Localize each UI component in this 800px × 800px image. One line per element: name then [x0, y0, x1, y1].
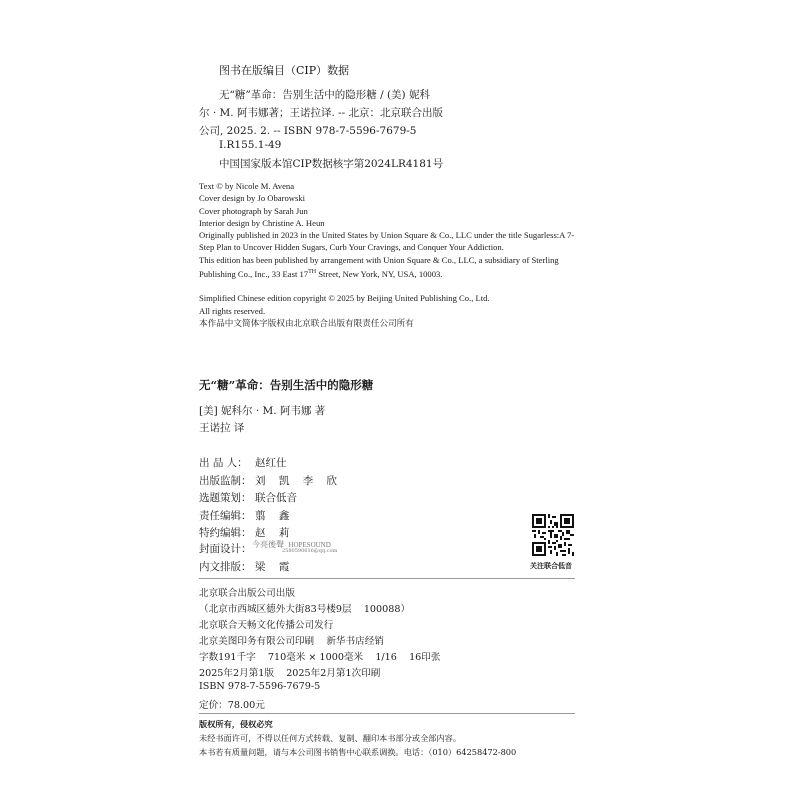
publisher: 北京联合出版公司出版: [199, 588, 295, 599]
translator-credit: 王诺拉 译: [199, 422, 245, 434]
edition-info: 2025年2月第1版 2025年2月第1次印刷: [199, 668, 381, 679]
interior-design-credit: Interior design by Christine A. Heun: [199, 217, 325, 228]
cip-line-4: Ⅰ.R155.1-49: [219, 139, 282, 151]
qr-caption: 关注联合低音: [530, 561, 572, 570]
copyright-warning: 版权所有，侵权必究: [199, 719, 273, 729]
reproduction-notice: 未经书面许可，不得以任何方式转载、复制、翻印本书部分或全部内容。: [199, 733, 462, 743]
arrangement-note: This edition has been published by arrangement with Union Square & Co., LLC, a subsidiary of Sterling Publishing Co., Inc., 33 East 17TH Street, New York, NY, USA, 10003.: [199, 254, 559, 279]
divider: [199, 578, 575, 579]
book-title: 无“糖”革命：告别生活中的隐形糖: [199, 378, 374, 392]
printer: 北京美图印务有限公司印刷 新华书店经销: [199, 636, 384, 647]
cip-line-5: 中国国家版本馆CIP数据核字第2024LR4181号: [219, 158, 444, 170]
cover-photo-credit: Cover photograph by Sarah Jun: [199, 205, 308, 216]
rights-reserved: All rights reserved.: [199, 305, 266, 316]
cover-design-credit: Cover design by Jo Obarowski: [199, 193, 305, 204]
staff-row: 封面设计：: [199, 543, 252, 555]
staff-row: 内文排版： 梁 霞: [199, 561, 290, 573]
chinese-rights-note: 本作品中文简体字版权由北京联合出版有限责任公司所有: [199, 317, 414, 328]
text-credit: Text © by Nicole M. Avena: [199, 181, 295, 191]
staff-row: 出 品 人： 赵红仕: [199, 457, 287, 469]
isbn: ISBN 978-7-5596-7679-5: [199, 681, 321, 692]
publisher-address: （北京市西城区德外大街83号楼9层 100088）: [199, 604, 411, 615]
author-credit: [美] 妮科尔 · M. 阿韦娜 著: [199, 405, 326, 417]
cip-line-2: 尔 · M. 阿韦娜著；王诺拉译. -- 北京：北京联合出版: [199, 107, 444, 119]
chinese-edition-copyright: Simplified Chinese edition copyright © 2025 by Beijing United Publishing Co., Ltd.: [199, 293, 490, 304]
qr-code-icon: [532, 514, 574, 556]
cip-line-3: 公司, 2025. 2. -- ISBN 978-7-5596-7679-5: [199, 125, 417, 137]
original-publication-note: Originally published in 2023 in the United States by Union Square & Co., LLC under the title Sugarless:A 7-Step Plan to Uncover Hidden Sugars, Curb Your Cravings, and Conquer Your Addiction.: [199, 230, 575, 253]
price: 定价：78.00元: [199, 700, 265, 711]
distributor: 北京联合天畅文化传播公司发行: [199, 620, 334, 631]
staff-row: 选题策划： 联合低音: [199, 492, 297, 504]
quality-contact: 本书若有质量问题，请与本公司图书销售中心联系调换。电话：（010）64258472-800: [199, 747, 517, 757]
english-copyright-block: [199, 180, 579, 329]
cip-line-1: 无“糖”革命：告别生活中的隐形糖 / (美) 妮科: [219, 89, 430, 101]
staff-row: 特约编辑： 赵 莉: [199, 527, 290, 539]
cip-heading: 图书在版编目（CIP）数据: [219, 64, 350, 77]
format-specs: 字数191千字 710毫米 × 1000毫米 1/16 16印张: [199, 652, 441, 663]
staff-row: 出版监制： 刘 凯 李 欣: [199, 475, 338, 487]
staff-row: 责任编辑： 翦 鑫: [199, 510, 290, 522]
designer-stamp-logo: 今亮後聲 HOPESOUND 2580590616@qq.com: [252, 540, 338, 554]
divider: [199, 713, 575, 714]
